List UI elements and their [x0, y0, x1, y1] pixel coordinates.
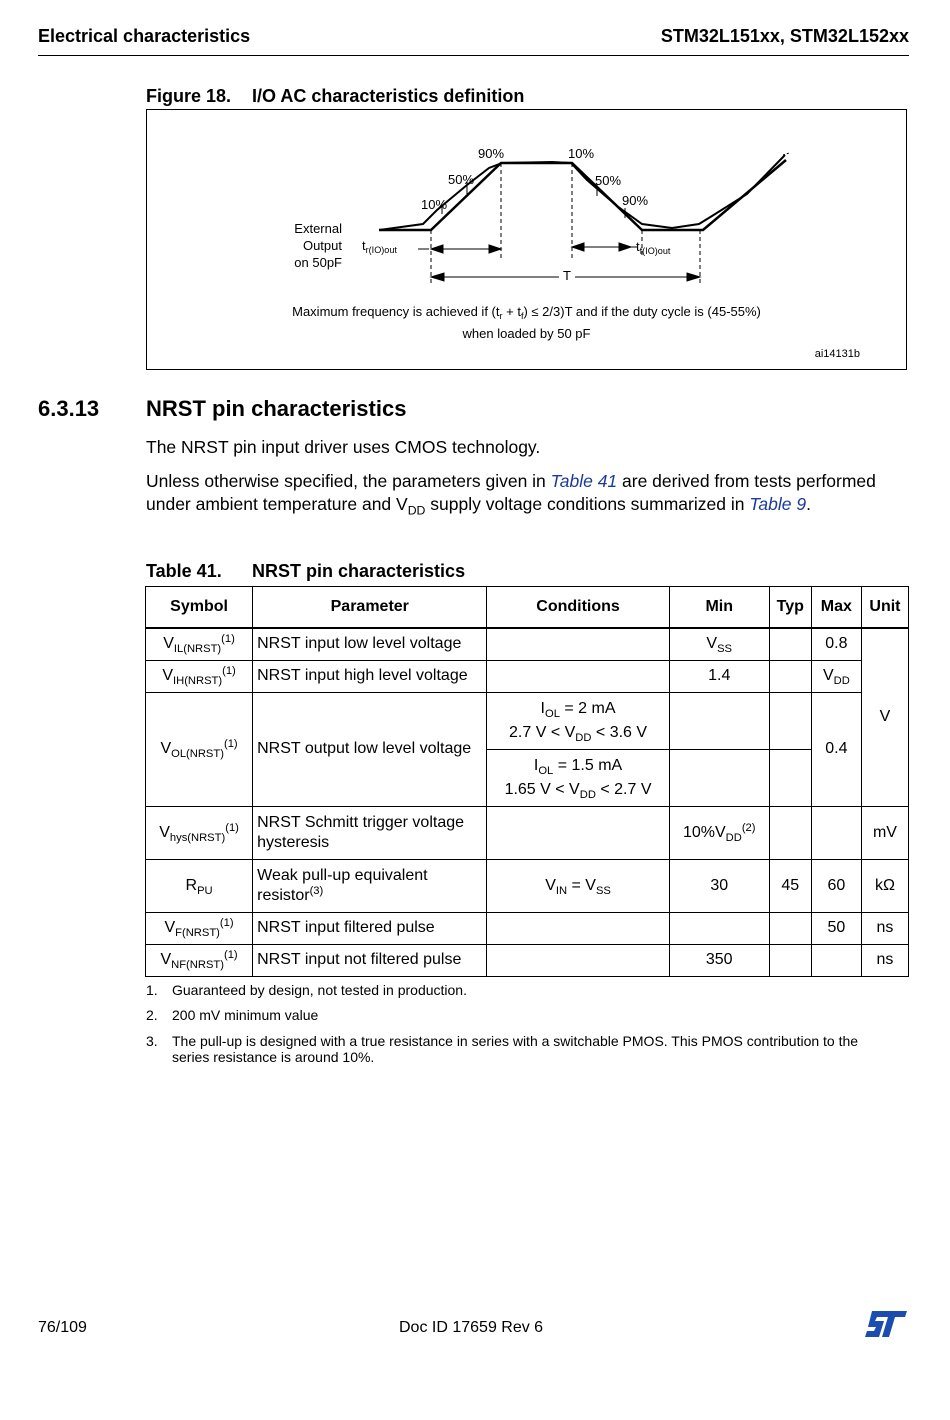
cell-parameter: NRST input low level voltage	[253, 628, 487, 660]
cell-typ	[769, 944, 811, 976]
cell-unit: kΩ	[861, 859, 908, 912]
table-row	[146, 944, 909, 976]
label-10-fall: 10%	[568, 146, 595, 161]
cell-typ	[769, 806, 811, 859]
figure-box	[146, 109, 907, 370]
label-tr: $t_{r(IO)out}$	[362, 238, 397, 256]
cell-unit: ns	[861, 912, 908, 944]
label-output: Output	[302, 238, 342, 253]
cell-symbol: $V_{IL(NRST)}^{(1)}$	[146, 628, 253, 660]
cell-max: $V_{DD}$	[811, 660, 861, 692]
figure-note-line1: Maximum frequency is achieved if $(t_r + t_f) \le 2/3)T$ and if the duty cycle is (45-55%)	[292, 304, 761, 322]
cell-min: 350	[669, 944, 769, 976]
footer-page-number: 76/109	[38, 1319, 87, 1336]
header-product: STM32L151xx, STM32L152xx	[660, 26, 909, 46]
header-parameter: Parameter	[253, 587, 487, 629]
cell-parameter: NRST input not filtered pulse	[253, 944, 487, 976]
cell-max: 0.8	[811, 628, 861, 660]
cell-max	[811, 944, 861, 976]
cell-symbol: $V_{OL(NRST)}^{(1)}$	[146, 692, 253, 806]
table-row	[146, 692, 909, 749]
table-header-row	[146, 587, 909, 629]
cell-symbol: $V_{hys(NRST)}^{(1)}$	[146, 806, 253, 859]
header-section-title: Electrical characteristics	[38, 26, 251, 46]
cell-min	[669, 692, 769, 749]
footnote-2: 2. 200 mV minimum value	[146, 1007, 319, 1023]
section-number: 6.3.13	[38, 396, 100, 421]
cell-conditions	[487, 944, 669, 976]
cell-conditions	[487, 912, 669, 944]
cell-max	[811, 806, 861, 859]
table-number: Table 41.	[146, 561, 222, 581]
label-10-rise: 10%	[421, 197, 448, 212]
table-row	[146, 859, 909, 912]
cell-min: $10\%V_{DD}^{(2)}$	[669, 806, 769, 859]
cell-conditions	[487, 628, 669, 660]
section-paragraph-1: The NRST pin input driver uses CMOS technology.	[146, 437, 541, 457]
label-external: External	[294, 221, 342, 236]
cell-parameter: NRST input filtered pulse	[253, 912, 487, 944]
label-50-rise: 50%	[448, 172, 475, 187]
table-row	[146, 660, 909, 692]
cell-typ	[769, 912, 811, 944]
cell-unit-voltage: V	[861, 628, 908, 806]
section-title: NRST pin characteristics	[146, 396, 407, 421]
cell-symbol: $V_{NF(NRST)}^{(1)}$	[146, 944, 253, 976]
header-max: Max	[811, 587, 861, 629]
table-row	[146, 806, 909, 859]
cell-parameter: Weak pull-up equivalent resistor$^{(3)}$	[253, 859, 487, 912]
figure-note-line2: when loaded by 50 pF	[462, 326, 591, 341]
label-90-fall: 90%	[622, 193, 649, 208]
cell-conditions	[487, 660, 669, 692]
footnote-3: 3. The pull-up is designed with a true resistance in series with a switchable PMOS. This PMOS contribution to the series resistance is around 10%.	[146, 1033, 859, 1065]
figure-title: I/O AC characteristics definition	[252, 86, 525, 106]
cell-conditions	[487, 806, 669, 859]
header-min: Min	[669, 587, 769, 629]
cell-parameter: NRST output low level voltage	[253, 692, 487, 806]
cell-typ	[769, 628, 811, 660]
cell-symbol: $V_{F(NRST)}^{(1)}$	[146, 912, 253, 944]
header-typ: Typ	[769, 587, 811, 629]
table-caption	[146, 561, 465, 582]
cell-parameter: NRST Schmitt trigger voltage hysteresis	[253, 806, 487, 859]
cell-unit: ns	[861, 944, 908, 976]
ideal-waveform	[379, 160, 786, 230]
header-symbol: Symbol	[146, 587, 253, 629]
footnote-1: 1. Guaranteed by design, not tested in production.	[146, 982, 467, 998]
label-load: on 50pF	[294, 255, 342, 270]
label-50-fall: 50%	[595, 173, 622, 188]
cell-min	[669, 912, 769, 944]
waveform-tail	[783, 153, 789, 155]
actual-waveform	[379, 155, 785, 230]
cell-unit: mV	[861, 806, 908, 859]
table-row	[146, 912, 909, 944]
figure-caption	[146, 86, 524, 107]
cell-min: 30	[669, 859, 769, 912]
figure-number: Figure 18.	[146, 86, 232, 106]
link-table-9[interactable]: Table 9	[749, 494, 807, 514]
cell-min: 1.4	[669, 660, 769, 692]
header-conditions: Conditions	[487, 587, 669, 629]
cell-parameter: NRST input high level voltage	[253, 660, 487, 692]
cell-conditions: $I_{OL} = 1.5$ mA 1.65 $V < V_{DD} < 2.7$ V	[487, 749, 669, 806]
figure-id: ai14131b	[814, 348, 860, 360]
footer-doc-id: Doc ID 17659 Rev 6	[399, 1319, 544, 1336]
cell-symbol: $V_{IH(NRST)}^{(1)}$	[146, 660, 253, 692]
header-unit: Unit	[861, 587, 908, 629]
label-period: T	[563, 268, 571, 283]
cell-min	[669, 749, 769, 806]
link-table-41[interactable]: Table 41	[550, 471, 618, 491]
label-90-rise: 90%	[478, 146, 505, 161]
cell-max: 60	[811, 859, 861, 912]
cell-typ	[769, 660, 811, 692]
table-title: NRST pin characteristics	[252, 561, 466, 581]
label-tf: $t_{f(IO)out}$	[636, 239, 671, 257]
cell-max: 50	[811, 912, 861, 944]
section-paragraph-2: Unless otherwise specified, the parameters given in Table 41 are derived from tests performed under ambient temperature and $V_{DD}$ supply voltage conditions summarized in Table 9.	[146, 471, 876, 518]
cell-typ: 45	[769, 859, 811, 912]
cell-max: 0.4	[811, 692, 861, 806]
nrst-characteristics-table	[145, 586, 909, 977]
cell-typ	[769, 749, 811, 806]
cell-typ	[769, 692, 811, 749]
cell-min: $V_{SS}$	[669, 628, 769, 660]
st-logo	[864, 1310, 908, 1338]
cell-symbol: $R_{PU}$	[146, 859, 253, 912]
cell-conditions: $I_{OL} = 2$ mA 2.7 $V < V_{DD} < 3.6$ V	[487, 692, 669, 749]
header-rule	[38, 55, 909, 56]
table-row	[146, 628, 909, 660]
cell-conditions: $V_{IN} = V_{SS}$	[487, 859, 669, 912]
